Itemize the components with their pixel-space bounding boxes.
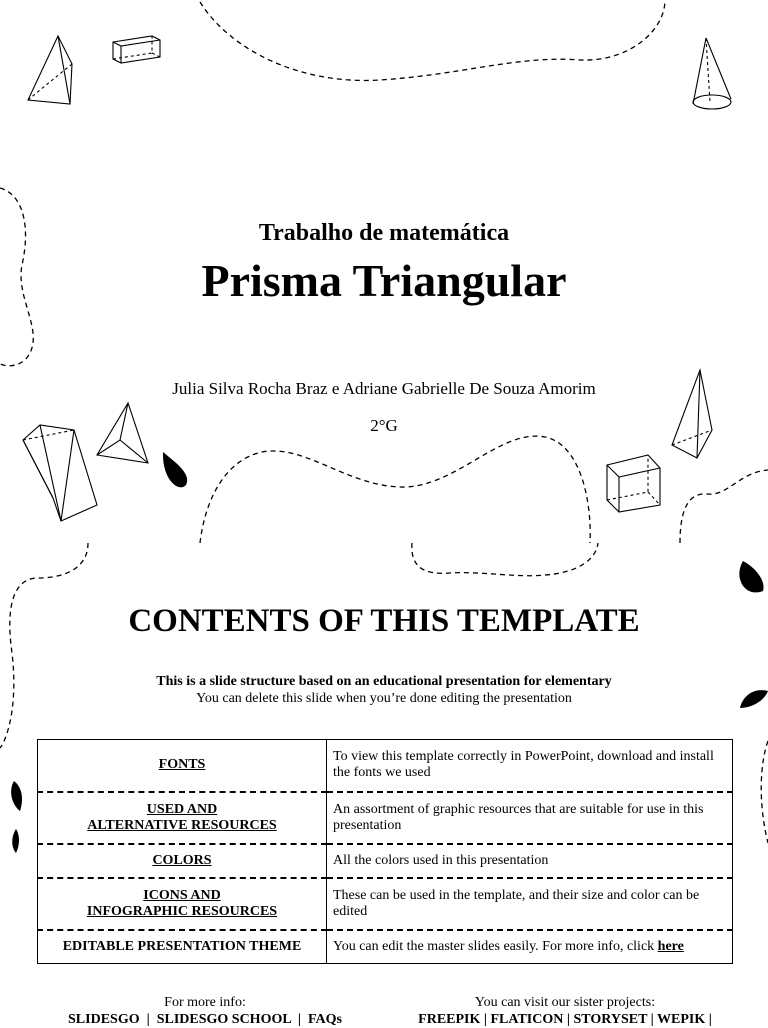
icons-and-key-label[interactable]: ICONS AND	[143, 887, 221, 903]
table-row	[38, 930, 733, 964]
alternative-resources-key-label[interactable]: ALTERNATIVE RESOURCES	[87, 817, 277, 833]
triangular-prism-icon	[23, 425, 97, 521]
faqs-link[interactable]: FAQs	[308, 1012, 342, 1027]
cube-icon	[607, 455, 660, 512]
slidesgo-link[interactable]: SLIDESGO	[68, 1012, 140, 1027]
cover-authors: Julia Silva Rocha Braz e Adriane Gabrielle De Souza Amorim	[172, 379, 596, 398]
fonts-key-label[interactable]: FONTS	[158, 757, 206, 773]
leaf-icon-right-top	[739, 561, 763, 592]
leaf-icon-left-lower	[12, 829, 19, 853]
editable-theme-value: You can edit the master slides easily. For more info, click	[333, 938, 658, 954]
contents-description-bold: This is a slide structure based on an educational presentation for elementary	[156, 674, 612, 689]
dashed-wave-top	[200, 0, 665, 80]
dashed-wave-left-top	[0, 543, 88, 748]
box-icon-top	[113, 36, 160, 63]
row-key	[38, 844, 327, 878]
footer-more-info-links: SLIDESGO | SLIDESGO SCHOOL | FAQs	[68, 1012, 342, 1027]
freepik-link[interactable]: FREEPIK	[418, 1012, 481, 1027]
row-key	[38, 792, 327, 844]
row-value: These can be used in the template, and their size and color can be edited	[327, 878, 733, 930]
cover-subtitle: Trabalho de matemática	[258, 220, 510, 246]
row-key	[38, 930, 327, 964]
infographic-resources-key-label[interactable]: INFOGRAPHIC RESOURCES	[86, 903, 278, 919]
cover-class-label: 2°G	[370, 416, 398, 435]
table-row	[38, 740, 733, 792]
here-link[interactable]: here	[657, 938, 684, 954]
dashed-wave-center-top	[412, 543, 598, 576]
footer-sister-projects	[390, 994, 740, 1028]
footer-sister-projects-label: You can visit our sister projects:	[474, 995, 656, 1010]
dashed-wave-right	[761, 741, 768, 843]
dashed-wave-right	[680, 470, 768, 543]
dashed-wave-middle	[200, 436, 590, 543]
row-key	[38, 740, 327, 792]
row-value: To view this template correctly in PowerPoint, download and install the fonts we used	[327, 740, 733, 792]
footer-more-info	[40, 994, 370, 1028]
row-value	[327, 930, 733, 964]
footer-more-info-label: For more info:	[164, 995, 246, 1010]
contents-description: You can delete this slide when you’re done editing the presentation	[196, 691, 572, 706]
cover-title: Prisma Triangular	[201, 255, 567, 306]
contents-table	[37, 739, 733, 964]
row-key	[38, 878, 327, 930]
flaticon-link[interactable]: FLATICON	[490, 1012, 564, 1027]
colors-key-label[interactable]: COLORS	[152, 852, 212, 868]
contents-heading: CONTENTS OF THIS TEMPLATE	[128, 603, 640, 639]
row-value: An assortment of graphic resources that are suitable for use in this presentation	[327, 792, 733, 844]
slidesgo-school-link[interactable]: SLIDESGO SCHOOL	[156, 1012, 291, 1027]
leaf-icon	[163, 452, 187, 487]
cone-icon-top-right	[693, 38, 731, 109]
pyramid-icon-top-left	[28, 36, 72, 104]
footer-sister-projects-links: FREEPIK | FLATICON | STORYSET | WEPIK |	[418, 1012, 712, 1027]
storyset-link[interactable]: STORYSET	[573, 1012, 648, 1027]
table-row	[38, 878, 733, 930]
table-row	[38, 792, 733, 844]
row-value: All the colors used in this presentation	[327, 844, 733, 878]
table-row	[38, 844, 733, 878]
contents-slide	[0, 543, 768, 1027]
wepik-link[interactable]: WEPIK	[657, 1012, 706, 1027]
used-and-key-label[interactable]: USED AND	[146, 801, 218, 817]
editable-theme-key-label: EDITABLE PRESENTATION THEME	[62, 938, 302, 954]
leaf-icon-left-upper	[11, 781, 22, 811]
